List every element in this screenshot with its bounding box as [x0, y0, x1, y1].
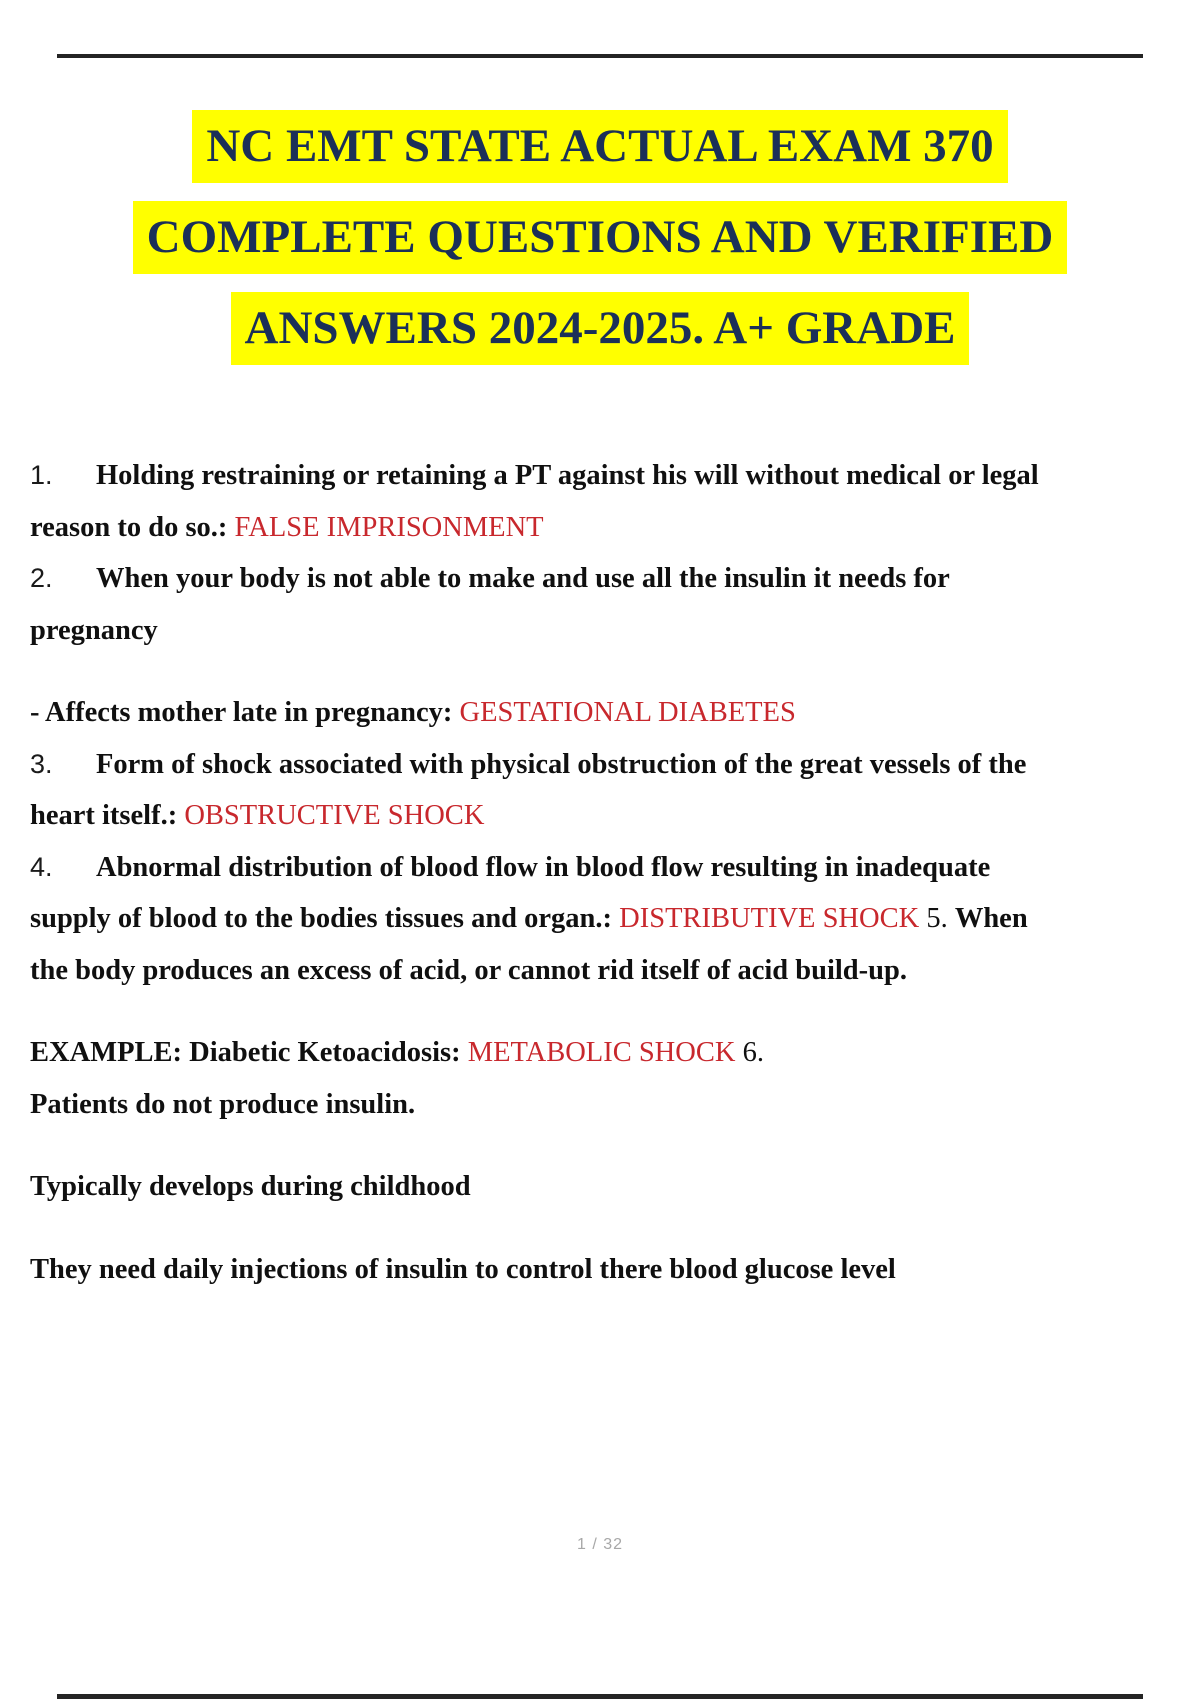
blank-line — [30, 1130, 1110, 1161]
question-number: 1. — [30, 460, 53, 490]
question-text: reason to do so.: — [30, 511, 235, 543]
bottom-rule — [57, 1694, 1143, 1699]
blank-line — [30, 1213, 1110, 1244]
document-body — [30, 450, 1110, 1295]
question-text: Form of shock associated with physical obstruction of the great vessels of the — [96, 748, 1027, 780]
text-line — [30, 893, 1110, 945]
document-title — [0, 110, 1200, 383]
text-line — [30, 605, 1110, 657]
question-text: the body produces an excess of acid, or cannot rid itself of acid build-up. — [30, 954, 907, 986]
text-line — [30, 1079, 1110, 1131]
text-line — [30, 790, 1110, 842]
text-line — [30, 502, 1110, 554]
page-indicator: 1 / 32 — [576, 1536, 624, 1553]
question-text: When your body is not able to make and use all the insulin it needs for — [96, 563, 950, 594]
question-text: They need daily injections of insulin to control there blood glucose level — [30, 1253, 896, 1285]
question-text: supply of blood to the bodies tissues and organ.: — [30, 903, 620, 934]
plain-text: 5. — [919, 903, 955, 934]
text-line — [30, 945, 1110, 997]
title-line-2 — [0, 201, 1200, 274]
answer-text: METABOLIC SHOCK — [467, 1037, 736, 1068]
text-line — [30, 450, 1110, 502]
question-text: Typically develops during childhood — [30, 1171, 471, 1202]
question-text: When — [954, 903, 1028, 934]
question-text: pregnancy — [30, 614, 158, 646]
text-line — [30, 1161, 1110, 1213]
title-highlight: COMPLETE QUESTIONS AND VERIFIED — [133, 201, 1068, 274]
text-line — [30, 687, 1110, 739]
plain-text: 6. — [735, 1037, 764, 1068]
question-number: 4. — [30, 851, 53, 882]
title-line-1 — [0, 110, 1200, 183]
top-rule — [57, 54, 1143, 58]
answer-text: OBSTRUCTIVE SHOCK — [184, 800, 485, 831]
answer-text: DISTRIBUTIVE SHOCK — [619, 903, 920, 934]
blank-line — [30, 996, 1110, 1027]
question-text: EXAMPLE: Diabetic Ketoacidosis: — [30, 1037, 468, 1068]
title-highlight: ANSWERS 2024-2025. A+ GRADE — [231, 292, 970, 365]
title-line-3 — [0, 292, 1200, 365]
text-line — [30, 842, 1110, 894]
answer-text: GESTATIONAL DIABETES — [459, 697, 796, 728]
question-text: - Affects mother late in pregnancy: — [30, 697, 460, 728]
text-line — [30, 739, 1110, 791]
title-highlight: NC EMT STATE ACTUAL EXAM 370 — [192, 110, 1007, 183]
question-number: 3. — [30, 748, 53, 779]
blank-line — [30, 656, 1110, 687]
text-line — [30, 1027, 1110, 1079]
question-text: Abnormal distribution of blood flow in blood flow resulting in inadequate — [96, 851, 991, 883]
answer-text: FALSE IMPRISONMENT — [234, 511, 544, 543]
text-line — [30, 1244, 1110, 1296]
text-line — [30, 553, 1110, 605]
question-number: 2. — [30, 563, 53, 593]
question-text: Patients do not produce insulin. — [30, 1088, 416, 1120]
question-text: heart itself.: — [30, 800, 185, 831]
question-text: Holding restraining or retaining a PT against his will without medical or legal — [96, 460, 1039, 491]
